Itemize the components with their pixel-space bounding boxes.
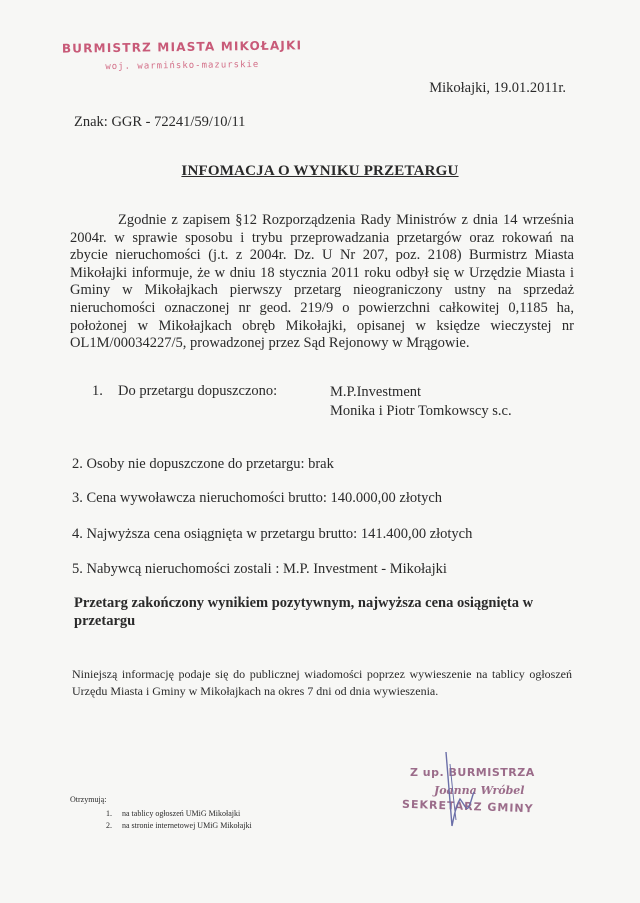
- bidder-name: M.P.Investment: [330, 384, 422, 400]
- stamp-line-1: BURMISTRZ MIASTA MIKOŁAJKI: [61, 38, 303, 56]
- signature-stamp-line-3: SEKRETARZ GMINY: [401, 797, 534, 816]
- handwritten-signature: [438, 744, 478, 834]
- document-title: INFOMACJA O WYNIKU PRZETARGU: [181, 163, 459, 179]
- signature-stamp-line-1: Z up. BURMISTRZA: [410, 766, 535, 779]
- signature-stamp-line-2: Joanna Wróbel: [434, 784, 525, 797]
- item-label: Do przetargu dopuszczono:: [118, 383, 278, 399]
- list-item-highest-price: 4. Najwyższa cena osiągnięta w przetargu brutto: 141.400,00 złotych: [72, 526, 473, 542]
- admitted-bidders: [330, 383, 512, 421]
- signature-stamp: [400, 752, 580, 827]
- recipients-block: [70, 794, 252, 832]
- list-item-starting-price: 3. Cena wywoławcza nieruchomości brutto: 140.000,00 złotych: [72, 490, 443, 506]
- recipients-heading: Otrzymują:: [70, 795, 107, 804]
- item-number: 1.: [92, 383, 103, 399]
- list-item-not-admitted: 2. Osoby nie dopuszczone do przetargu: brak: [72, 456, 334, 472]
- recipient-item: 2. na stronie internetowej UMiG Mikołajki: [114, 820, 252, 832]
- mayor-stamp: [62, 38, 303, 72]
- bidder-owners: Monika i Piotr Tomkowscy s.c.: [330, 403, 512, 419]
- list-item-buyer: 5. Nabywcą nieruchomości zostali : M.P. Investment - Mikołajki: [72, 561, 447, 577]
- reference-number: Znak: GGR - 72241/59/10/11: [74, 114, 246, 130]
- list-item-admitted: [92, 383, 512, 421]
- recipients-list: [70, 808, 252, 832]
- place-date: Mikołajki, 19.01.2011r.: [429, 80, 566, 96]
- recipient-item: 1. na tablicy ogłoszeń UMiG Mikołajki: [114, 808, 252, 820]
- stamp-line-2: woj. warmińsko-mazurskie: [105, 59, 260, 73]
- body-paragraph: Zgodnie z zapisem §12 Rozporządzenia Rady Ministrów z dnia 14 września 2004r. w sprawie sposobu i trybu przeprowadzania przetargów oraz rokowań na zbycie nieruchomości (j.t. z 2004r. Dz. U Nr 207, poz. 2108) Burmistrz Miasta Mikołajki informuje, że w dniu 18 stycznia 2011 roku odbył się w Urzędzie Miasta i Gminy w Mikołajkach pierwszy przetarg nieograniczony ustny na sprzedaż nieruchomości oznaczonej nr geod. 219/9 o powierzchni całkowitej 0,1185 ha, położonej w Mikołajkach obręb Mikołajki, opisanej w księdze wieczystej nr OL1M/00034227/5, prowadzonej przez Sąd Rejonowy w Mrągowie.: [70, 212, 574, 352]
- publication-notice: Niniejszą informację podaje się do publicznej wiadomości poprzez wywieszenie na tablicy ogłoszeń Urzędu Miasta i Gminy w Mikołajkach na okres 7 dni od dnia wywieszenia.: [72, 667, 572, 698]
- conclusion: Przetarg zakończony wynikiem pozytywnym, najwyższa cena osiągnięta w przetargu: [74, 595, 534, 629]
